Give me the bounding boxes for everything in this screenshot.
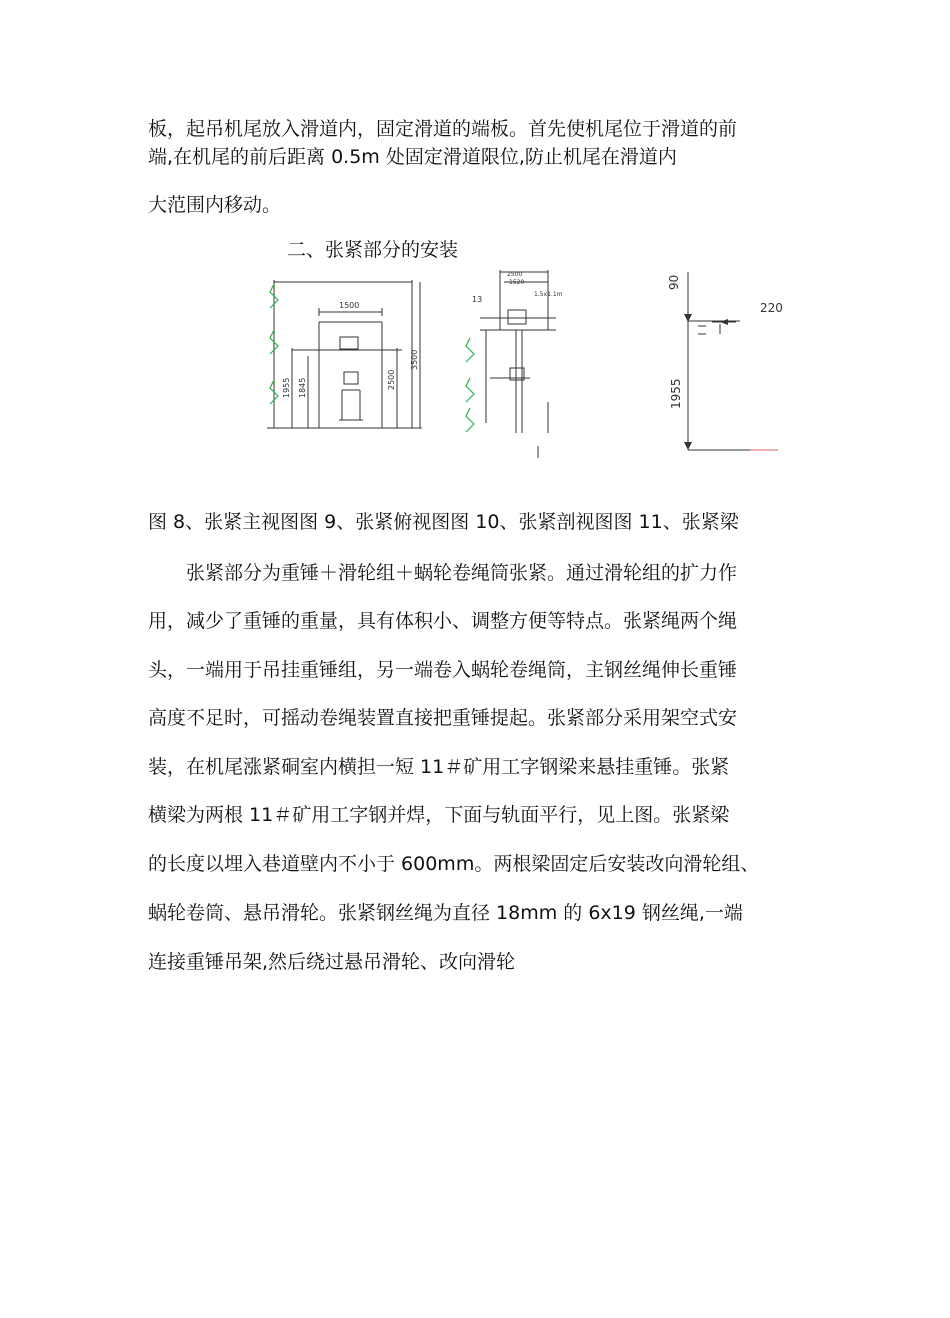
dim-2500-top: 2500 [507,271,523,278]
intro-line-1: 板，起吊机尾放入滑道内，固定滑道的端板。首先使机尾位于滑道的前 [148,118,738,140]
dim-90: 90 [667,274,681,290]
label-13: 13 [472,295,483,304]
intro-line-3: 大范围内移动。 [148,194,282,216]
intro-line-2: 端,在机尾的前后距离 0.5m 处固定滑道限位,防止机尾在滑道内 [148,146,677,168]
body-line-5: 装，在机尾涨紧硐室内横担一短 11＃矿用工字钢梁来悬挂重锤。张紧 [148,756,730,778]
label-size: 1.5x1.1m [534,291,563,298]
body-line-6: 横梁为两根 11＃矿用工字钢并焊，下面与轨面平行，见上图。张紧梁 [148,804,730,826]
tension-main-view-drawing [262,270,430,435]
dim-3500: 3500 [410,349,419,370]
dim-1955-section: 1955 [669,378,683,409]
section-heading: 二、张紧部分的安装 [287,239,459,261]
dim-1955: 1955 [282,377,291,398]
dim-1520-top: 1520 [509,279,525,286]
body-line-8: 蜗轮卷筒、悬吊滑轮。张紧钢丝绳为直径 18mm 的 6x19 钢丝绳,一端 [148,902,743,924]
dim-2500: 2500 [387,369,396,390]
dim-1845: 1845 [298,377,307,398]
tension-section-view-drawing [660,264,795,456]
body-line-9: 连接重锤吊架,然后绕过悬吊滑轮、改向滑轮 [148,951,516,973]
dim-220: 220 [760,301,783,315]
figure-caption: 图 8、张紧主视图图 9、张紧俯视图图 10、张紧剖视图图 11、张紧梁 [148,511,739,533]
body-line-3: 头，一端用于吊挂重锤组，另一端卷入蜗轮卷绳筒，主钢丝绳伸长重锤 [148,659,738,681]
body-line-2: 用，减少了重锤的重量，具有体积小、调整方便等特点。张紧绳两个绳 [148,610,738,632]
dim-1500: 1500 [339,301,360,310]
tension-top-view-drawing [460,268,575,464]
body-line-1: 张紧部分为重锤＋滑轮组＋蜗轮卷绳筒张紧。通过滑轮组的扩力作 [186,562,738,584]
body-line-4: 高度不足时，可摇动卷绳装置直接把重锤提起。张紧部分采用架空式安 [148,707,738,729]
body-line-7: 的长度以埋入巷道壁内不小于 600mm。两根梁固定后安装改向滑轮组、 [148,853,760,875]
